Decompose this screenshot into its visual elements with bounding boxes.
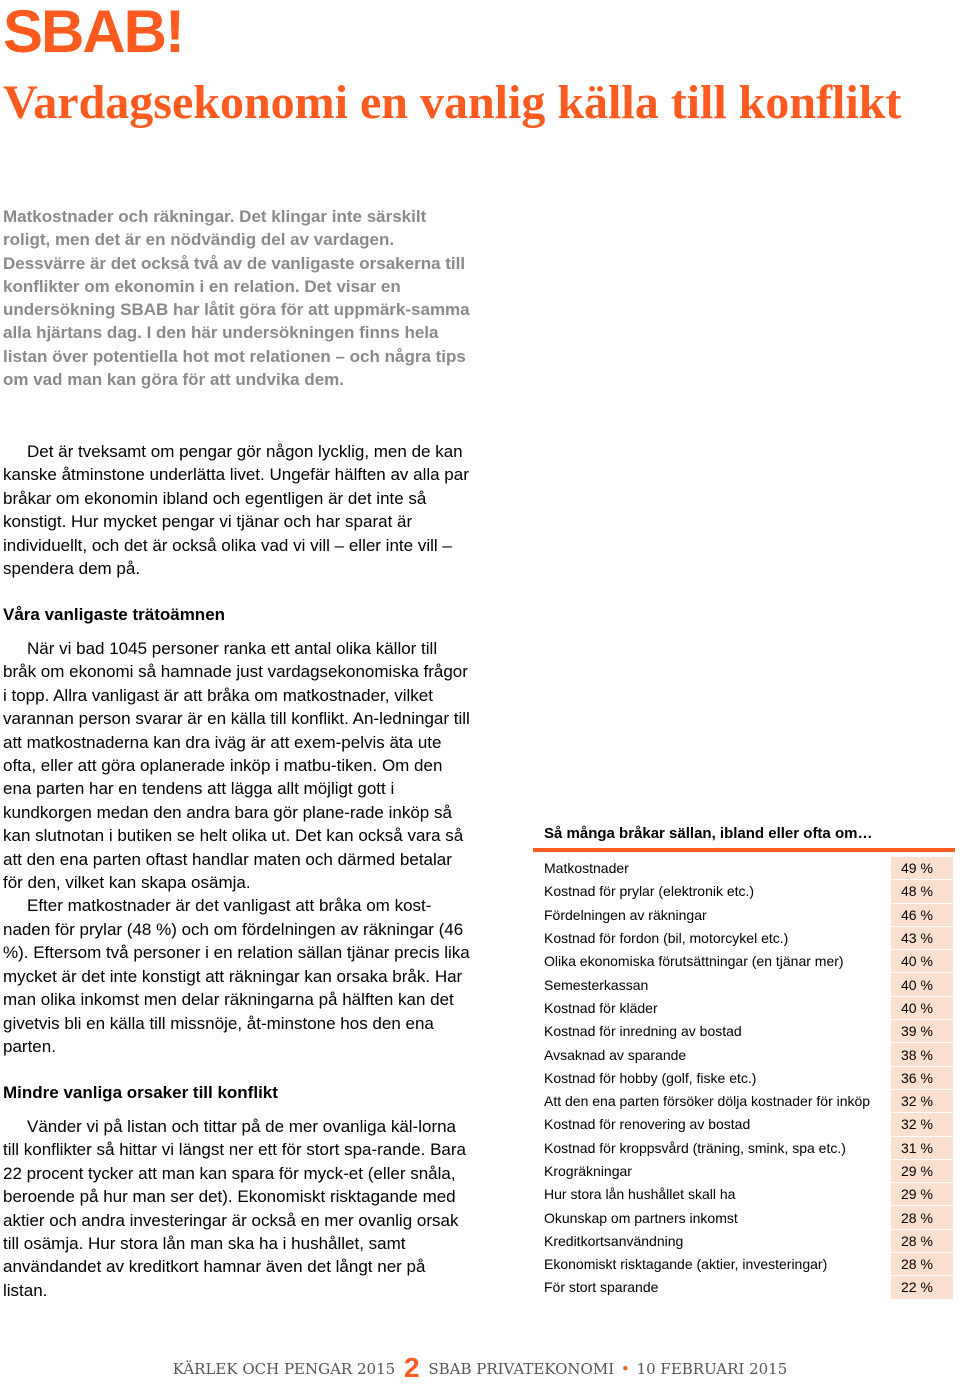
row-label: Fördelningen av räkningar xyxy=(533,903,891,926)
row-label: Kostnad för kläder xyxy=(533,996,891,1019)
table-row xyxy=(533,1089,953,1112)
row-value: 32 % xyxy=(891,1113,953,1136)
table-title: Så många bråkar sällan, ibland eller ofta om… xyxy=(544,825,873,842)
table-row xyxy=(533,1113,953,1136)
row-label: Ekonomiskt risktagande (aktier, investeringar) xyxy=(533,1253,891,1276)
page-footer xyxy=(0,1352,960,1385)
row-value: 43 % xyxy=(891,926,953,949)
sbab-logo: SBAB! xyxy=(3,0,183,65)
table-row xyxy=(533,1183,953,1206)
row-label: Kreditkortsanvändning xyxy=(533,1229,891,1252)
section-heading-less-common: Mindre vanliga orsaker till konflikt xyxy=(3,1083,278,1102)
row-label: Matkostnader xyxy=(533,857,891,880)
footer-separator: • xyxy=(620,1360,630,1378)
body-paragraph: När vi bad 1045 personer ranka ett antal olika källor till bråk om ekonomi så hamnade just vardagsekonomiska frågor i topp. Allra vanligast är att bråka om matkostnader, vilket varannan person svarar är en källa till konflikt. An-ledningar till att matkostnaderna kan dra iväg är att exem-pelvis äta ute ofta, eller att göra oplanerade inköp i matbu-tiken. Om den ena parten har en tendens att lägga allt möjligt gott i kundkorgen medan den andra bara gör plane-rade inköp så kan slutnotan i butiken se helt olika ut. Det kan också vara så att den ena parten oftast handlar maten och därmed betalar för den, vilket kan skapa osämja. xyxy=(3,639,470,893)
row-label: Kostnad för hobby (golf, fiske etc.) xyxy=(533,1066,891,1089)
row-label: Krogräkningar xyxy=(533,1159,891,1182)
table-row xyxy=(533,857,953,880)
section-heading-common-topics: Våra vanligaste trätoämnen xyxy=(3,605,226,624)
row-label: Kostnad för renovering av bostad xyxy=(533,1113,891,1136)
row-label: Semesterkassan xyxy=(533,973,891,996)
table-row xyxy=(533,1066,953,1089)
row-value: 40 % xyxy=(891,996,953,1019)
row-value: 28 % xyxy=(891,1229,953,1252)
footer-series-title: KÄRLEK OCH PENGAR 2015 xyxy=(172,1360,396,1378)
row-value: 46 % xyxy=(891,903,953,926)
row-value: 29 % xyxy=(891,1159,953,1182)
table-row xyxy=(533,880,953,903)
table-row xyxy=(533,996,953,1019)
row-label: För stort sparande xyxy=(533,1276,891,1299)
conflict-topics-table xyxy=(533,857,953,1300)
table-row xyxy=(533,1043,953,1066)
table-row xyxy=(533,903,953,926)
footer-publication: SBAB PRIVATEKONOMI xyxy=(428,1360,615,1378)
section-common-topics-body xyxy=(3,637,473,1058)
table-row xyxy=(533,926,953,949)
table-row xyxy=(533,1229,953,1252)
row-label: Okunskap om partners inkomst xyxy=(533,1206,891,1229)
row-label: Att den ena parten försöker dölja kostnader för inköp xyxy=(533,1089,891,1112)
row-value: 38 % xyxy=(891,1043,953,1066)
row-value: 28 % xyxy=(891,1253,953,1276)
row-value: 40 % xyxy=(891,973,953,996)
section-less-common-body xyxy=(3,1115,473,1302)
row-label: Kostnad för inredning av bostad xyxy=(533,1020,891,1043)
table-row xyxy=(533,950,953,973)
row-value: 49 % xyxy=(891,857,953,880)
row-label: Kostnad för kroppsvård (träning, smink, spa etc.) xyxy=(533,1136,891,1159)
row-value: 40 % xyxy=(891,950,953,973)
row-value: 29 % xyxy=(891,1183,953,1206)
row-label: Kostnad för prylar (elektronik etc.) xyxy=(533,880,891,903)
table-row xyxy=(533,1136,953,1159)
table-row xyxy=(533,1206,953,1229)
row-label: Kostnad för fordon (bil, motorcykel etc.) xyxy=(533,926,891,949)
table-accent-rule xyxy=(533,848,955,852)
lead-paragraph: Matkostnader och räkningar. Det klingar inte särskilt roligt, men det är en nödvändig del av vardagen. Dessvärre är det också två av de vanligaste orsakerna till konflikter om ekonomin i en relation. Det visar en undersökning SBAB har låtit göra för att uppmärk-samma alla hjärtans dag. I den här undersökningen finns hela listan över potentiella hot mot relationen – och några tips om vad man kan göra för att undvika dem. xyxy=(3,207,470,390)
footer-date: 10 FEBRUARI 2015 xyxy=(636,1360,788,1378)
row-label: Olika ekonomiska förutsättningar (en tjänar mer) xyxy=(533,950,891,973)
table-row xyxy=(533,1276,953,1299)
row-value: 32 % xyxy=(891,1089,953,1112)
body-paragraph: Vänder vi på listan och tittar på de mer ovanliga käl-lorna till konflikter så hittar vi längst ner ett för stort spa-rande. Bara 22 procent tycker att man kan spara för myck-et (eller snåla, beroende på hur man ser det). Ekonomiskt risktagande med aktier och andra investeringar är också en mer ovanlig orsak till osämja. Hur stora lån man ska ha i hushållet, samt användandet av kreditkort hamnar även det långt ner på listan. xyxy=(3,1117,466,1300)
intro-section xyxy=(3,440,473,580)
intro-paragraph: Det är tveksamt om pengar gör någon lycklig, men de kan kanske åtminstone underlätta livet. Ungefär hälften av alla par bråkar om ekonomin ibland och egentligen är det inte så konstigt. Hur mycket pengar vi tjänar och har sparat är individuellt, och det är också olika vad vi vill – eller inte vill – spendera dem på. xyxy=(3,442,469,579)
page-title: Vardagsekonomi en vanlig källa till konflikt xyxy=(3,76,902,129)
row-value: 36 % xyxy=(891,1066,953,1089)
row-value: 31 % xyxy=(891,1136,953,1159)
row-label: Hur stora lån hushållet skall ha xyxy=(533,1183,891,1206)
page-number: 2 xyxy=(403,1352,420,1383)
table-row xyxy=(533,1020,953,1043)
table-row xyxy=(533,1159,953,1182)
row-value: 39 % xyxy=(891,1020,953,1043)
row-label: Avsaknad av sparande xyxy=(533,1043,891,1066)
row-value: 48 % xyxy=(891,880,953,903)
table-row xyxy=(533,973,953,996)
row-value: 28 % xyxy=(891,1206,953,1229)
table-row xyxy=(533,1253,953,1276)
body-paragraph: Efter matkostnader är det vanligast att bråka om kost-naden för prylar (48 %) och om fördelningen av räkningar (46 %). Eftersom två personer i en relation sällan tjänar precis lika mycket är det inte konstigt att räkningar kan orsaka bråk. Har man olika inkomst men delar räkningarna på hälften kan det givetvis bli en källa till missnöje, åt-minstone hos den ena parten. xyxy=(3,896,470,1056)
row-value: 22 % xyxy=(891,1276,953,1299)
